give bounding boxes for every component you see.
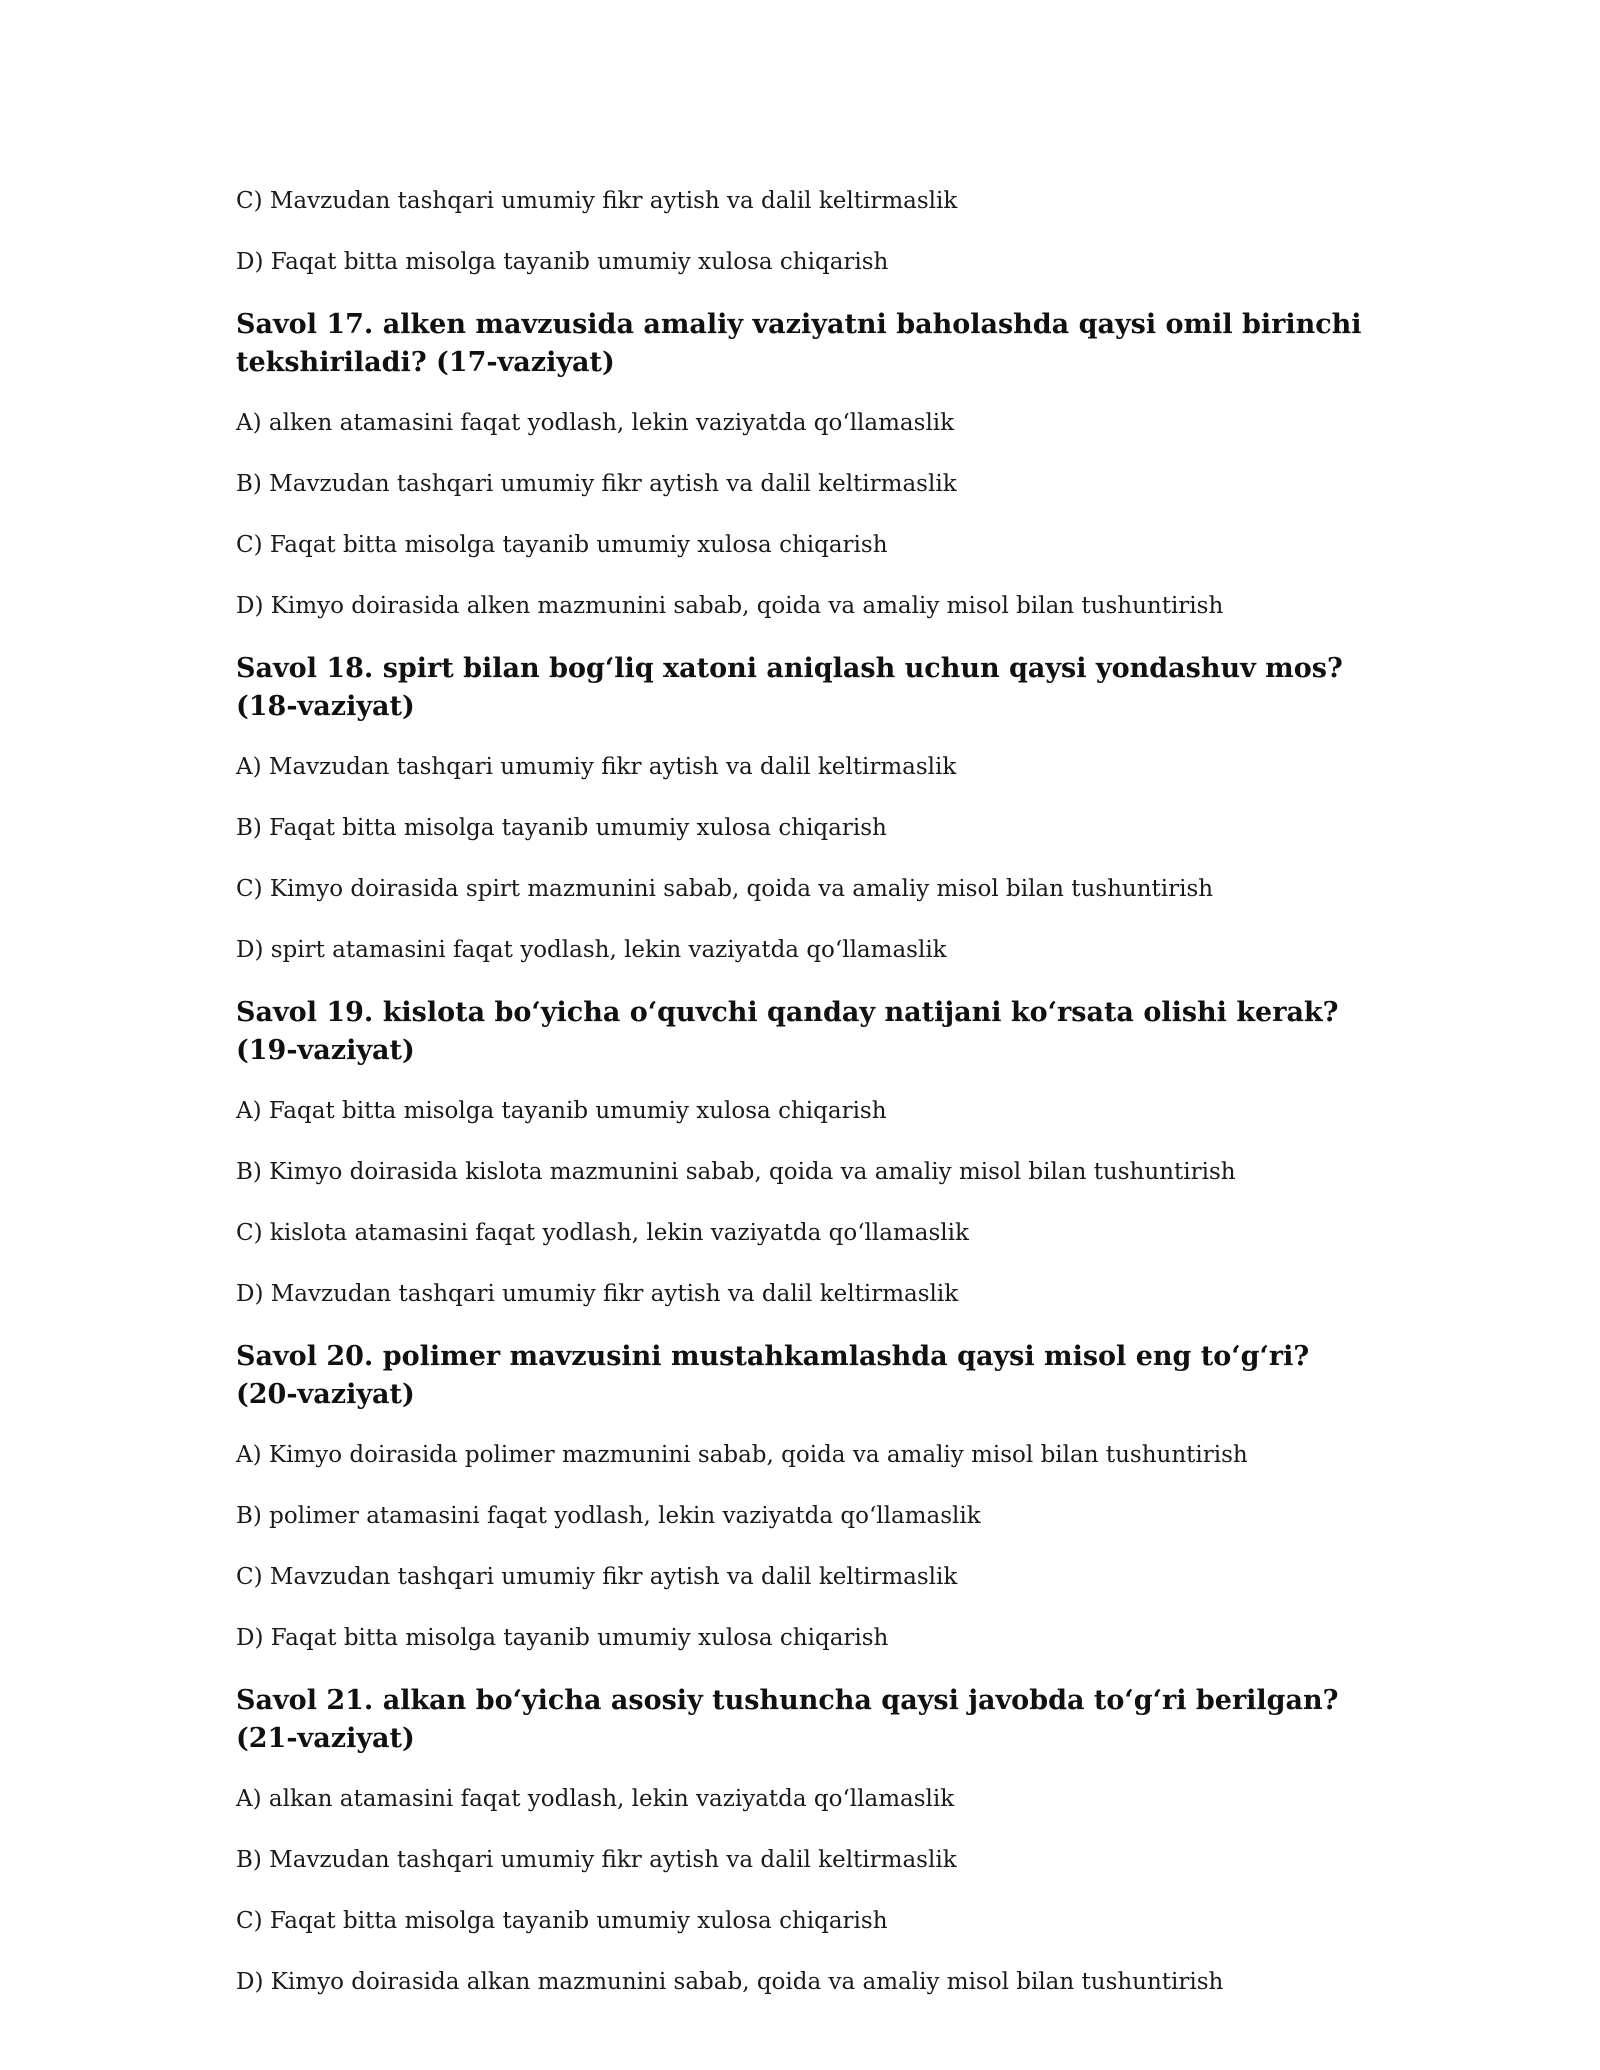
question-title: Savol 17. alken mavzusida amaliy vaziyatni baholashda qaysi omil birinchi tekshiriladi? (17-vaziyat): [236, 309, 1362, 378]
option-a: A) Faqat bitta misolga tayanib umumiy xulosa chiqarish: [236, 1098, 887, 1124]
option-b: B) polimer atamasini faqat yodlash, lekin vaziyatda qo‘llamaslik: [236, 1503, 981, 1529]
question-title: Savol 19. kislota bo‘yicha o‘quvchi qanday natijani ko‘rsata olishi kerak? (19-vaziyat): [236, 997, 1339, 1066]
option-b: B) Kimyo doirasida kislota mazmunini sabab, qoida va amaliy misol bilan tushuntirish: [236, 1159, 1236, 1185]
option-d: D) Kimyo doirasida alken mazmunini sabab, qoida va amaliy misol bilan tushuntirish: [236, 593, 1224, 619]
option-a: A) alkan atamasini faqat yodlash, lekin vaziyatda qo‘llamaslik: [236, 1786, 955, 1812]
question-20: [236, 1338, 1376, 1655]
option-d: D) Faqat bitta misolga tayanib umumiy xulosa chiqarish: [236, 249, 889, 275]
option-c: C) Faqat bitta misolga tayanib umumiy xulosa chiqarish: [236, 532, 888, 558]
question-19: [236, 994, 1376, 1311]
question-21: [236, 1682, 1376, 1999]
option-d: D) spirt atamasini faqat yodlash, lekin vaziyatda qo‘llamaslik: [236, 937, 947, 963]
option-b: B) Mavzudan tashqari umumiy fikr aytish va dalil keltirmaslik: [236, 471, 957, 497]
option-a: A) Mavzudan tashqari umumiy fikr aytish va dalil keltirmaslik: [236, 754, 957, 780]
option-c: C) Mavzudan tashqari umumiy fikr aytish va dalil keltirmaslik: [236, 188, 958, 214]
question-18: [236, 650, 1376, 967]
option-d: D) Kimyo doirasida alkan mazmunini sabab, qoida va amaliy misol bilan tushuntirish: [236, 1969, 1224, 1995]
option-a: A) alken atamasini faqat yodlash, lekin vaziyatda qo‘llamaslik: [236, 410, 955, 436]
option-b: B) Mavzudan tashqari umumiy fikr aytish va dalil keltirmaslik: [236, 1847, 957, 1873]
option-c: C) Faqat bitta misolga tayanib umumiy xulosa chiqarish: [236, 1908, 888, 1934]
option-c: C) kislota atamasini faqat yodlash, lekin vaziyatda qo‘llamaslik: [236, 1220, 969, 1246]
option-d: D) Faqat bitta misolga tayanib umumiy xulosa chiqarish: [236, 1625, 889, 1651]
option-c: C) Kimyo doirasida spirt mazmunini sabab, qoida va amaliy misol bilan tushuntirish: [236, 876, 1214, 902]
option-b: B) Faqat bitta misolga tayanib umumiy xulosa chiqarish: [236, 815, 887, 841]
option-a: A) Kimyo doirasida polimer mazmunini sabab, qoida va amaliy misol bilan tushuntirish: [236, 1442, 1248, 1468]
option-d: D) Mavzudan tashqari umumiy fikr aytish va dalil keltirmaslik: [236, 1281, 959, 1307]
document-page: [236, 184, 1376, 2026]
option-c: C) Mavzudan tashqari umumiy fikr aytish va dalil keltirmaslik: [236, 1564, 958, 1590]
question-17: [236, 306, 1376, 623]
question-title: Savol 20. polimer mavzusini mustahkamlashda qaysi misol eng to‘g‘ri? (20-vaziyat): [236, 1341, 1310, 1410]
question-title: Savol 21. alkan bo‘yicha asosiy tushuncha qaysi javobda to‘g‘ri berilgan? (21-vaziyat): [236, 1685, 1339, 1754]
question-title: Savol 18. spirt bilan bog‘liq xatoni aniqlash uchun qaysi yondashuv mos? (18-vaziyat): [236, 653, 1343, 722]
